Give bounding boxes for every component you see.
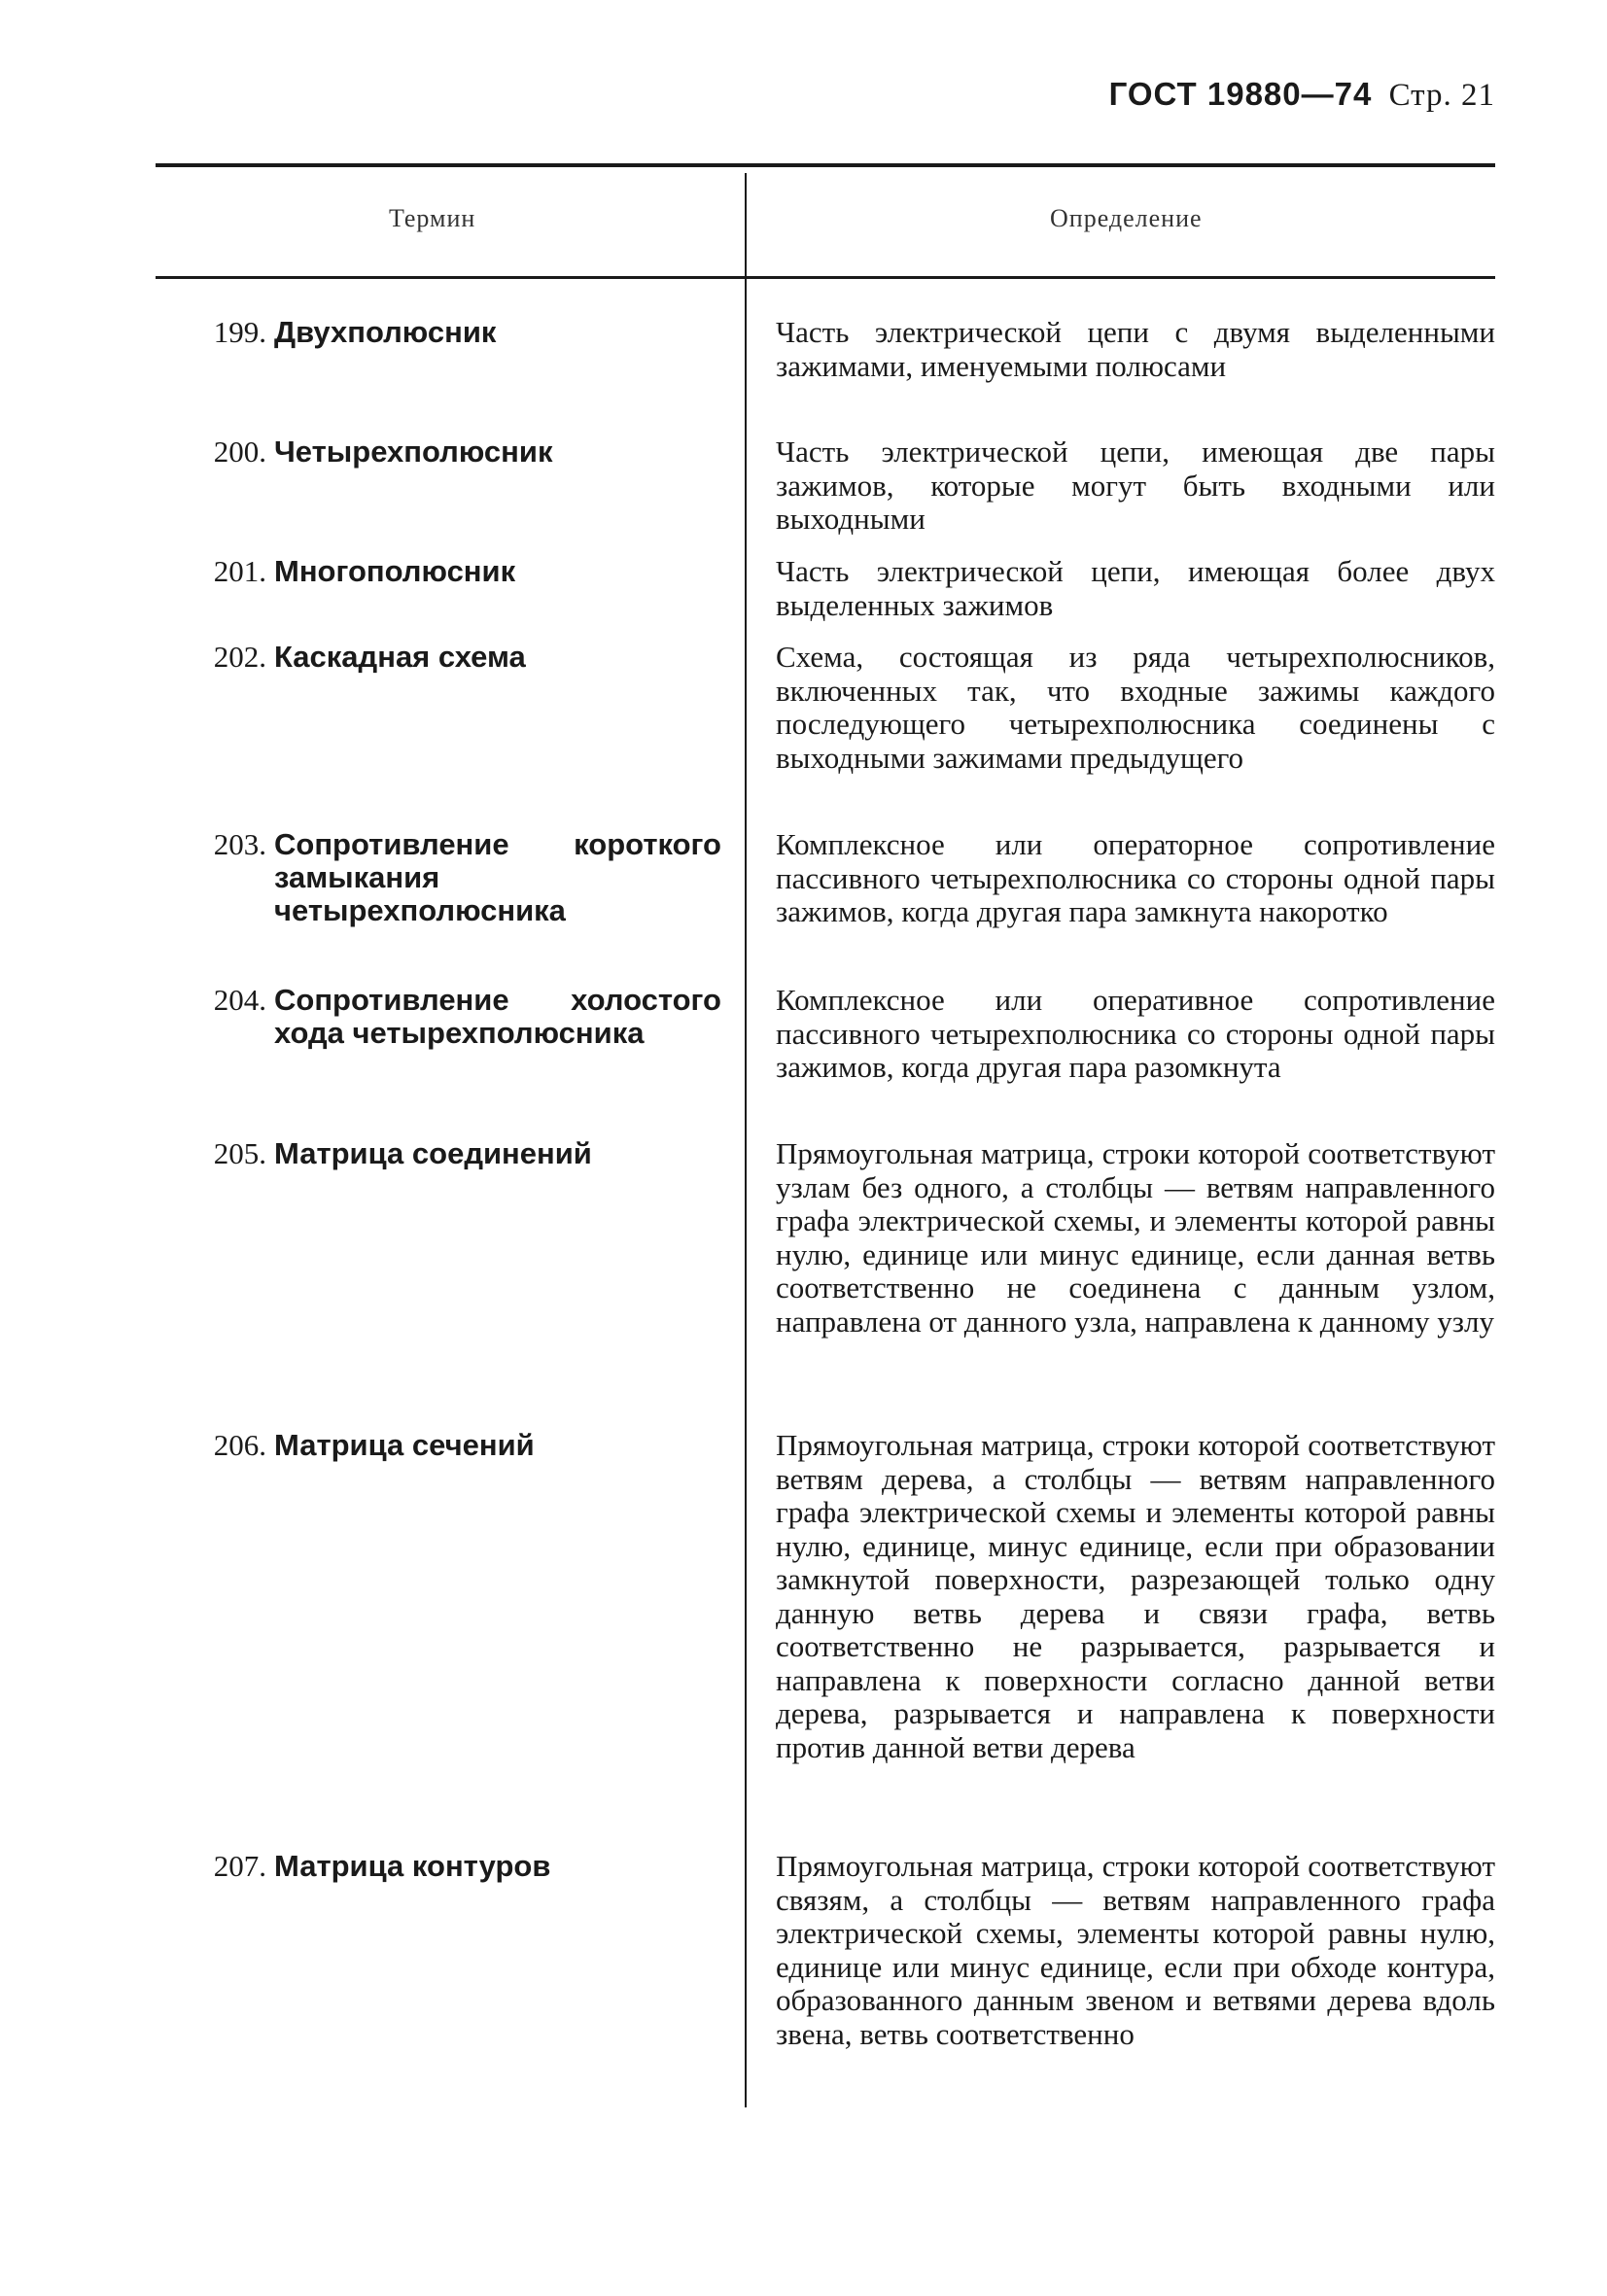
term-definition: Комплексное или оперативное сопротивление пассивного четырехполюсника со стороны одной пары зажимов, когда другая пара разомкнута: [776, 983, 1495, 1084]
term-cell: [165, 316, 729, 349]
term-name: Двухполюсник: [274, 315, 497, 349]
term-name: Каскадная схема: [274, 640, 526, 674]
term-number: 205.: [213, 1136, 266, 1170]
standard-number: ГОСТ 19880—74: [1108, 76, 1373, 112]
term-cell: [165, 984, 729, 1050]
header-rule: [156, 276, 1495, 279]
term-number: 207.: [213, 1849, 266, 1883]
term-number: 201.: [213, 554, 266, 588]
term-number: 200.: [213, 435, 266, 469]
term-number: 204.: [213, 983, 266, 1017]
term-number: 203.: [213, 827, 266, 861]
term-cell: [165, 828, 729, 927]
term-cell: [165, 1850, 729, 1883]
term-name: Матрица соединений: [274, 1136, 592, 1170]
term-cell: [165, 641, 729, 674]
term-name: Четырехполюсник: [274, 435, 553, 469]
column-header-definition: Определение: [1050, 204, 1203, 232]
column-divider: [745, 173, 747, 2107]
page-number: Стр. 21: [1388, 78, 1495, 113]
term-name: Сопротивление короткого замыкания четырехполюсника: [274, 827, 721, 927]
term-name: Сопротивление холостого хода четырехполюсника: [274, 983, 721, 1050]
term-definition: Часть электрической цепи, имеющая две пары зажимов, которые могут быть входными или выходными: [776, 435, 1495, 536]
term-definition: Часть электрической цепи, имеющая более двух выделенных зажимов: [776, 554, 1495, 622]
term-definition: Часть электрической цепи с двумя выделенными зажимами, именуемыми полюсами: [776, 315, 1495, 383]
page-header: [1109, 76, 1495, 114]
term-name: Матрица сечений: [274, 1428, 535, 1462]
term-definition: Прямоугольная матрица, строки которой соответствуют узлам без одного, а столбцы — ветвям направленного графа электрической схемы, и элементы которой равны нулю, единице или минус единице, если данная ветвь соответственно не соединена с данным узлом, направлена от данного узла, направлена к данному узлу: [776, 1136, 1495, 1339]
term-definition: Прямоугольная матрица, строки которой соответствуют связям, а столбцы — ветвям направленного графа электрической схемы, элементы которой равны нулю, единице или минус единице, если при обходе контура, образованного данным звеном и ветвями дерева вдоль звена, ветвь соответственно: [776, 1849, 1495, 2051]
top-rule: [156, 163, 1495, 167]
term-cell: [165, 1429, 729, 1462]
term-number: 199.: [213, 315, 266, 349]
term-definition: Схема, состоящая из ряда четырехполюсников, включенных так, что входные зажимы каждого последующего четырехполюсника соединены с выходными зажимами предыдущего: [776, 640, 1495, 775]
term-definition: Прямоугольная матрица, строки которой соответствуют ветвям дерева, а столбцы — ветвям направленного графа электрической схемы и элементы которой равны нулю, единице, минус единице, если при образовании замкнутой поверхности, разрезающей только одну данную ветвь дерева и связи графа, ветвь соответственно не разрывается, разрывается и направлена к поверхности согласно данной ветви дерева, разрывается и направлена к поверхности против данной ветви дерева: [776, 1428, 1495, 1764]
term-number: 206.: [213, 1428, 266, 1462]
term-cell: [165, 1137, 729, 1170]
column-header-term: Термин: [389, 204, 476, 232]
term-number: 202.: [213, 640, 266, 674]
term-definition: Комплексное или операторное сопротивление пассивного четырехполюсника со стороны одной пары зажимов, когда другая пара замкнута накоротко: [776, 827, 1495, 928]
term-name: Многополюсник: [274, 554, 516, 588]
term-name: Матрица контуров: [274, 1849, 551, 1883]
term-cell: [165, 435, 729, 469]
term-cell: [165, 555, 729, 588]
